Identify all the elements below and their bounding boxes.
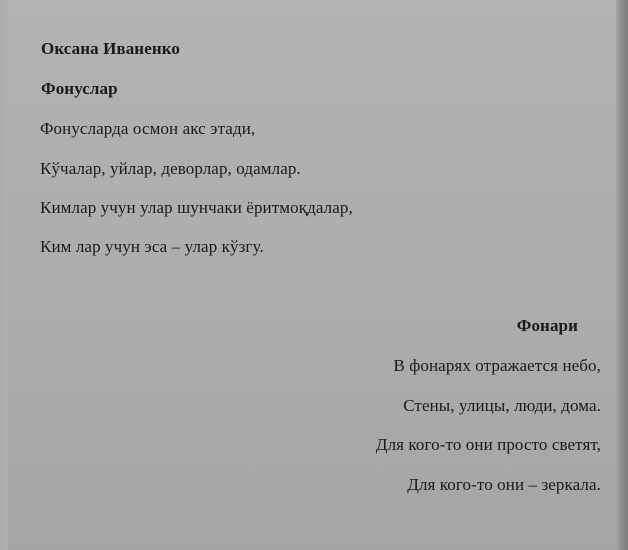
uzbek-poem-line-3: Кимлар учун улар шунчаки ёритмоқдалар,: [40, 198, 353, 217]
russian-poem-line-3: Для кого-то они просто светят,: [375, 435, 601, 454]
page-left-edge: [0, 0, 8, 550]
russian-poem-line-2: Стены, улицы, люди, дома.: [403, 396, 601, 415]
russian-poem-title: Фонари: [516, 316, 578, 335]
russian-poem-line-4: Для кого-то они – зеркала.: [407, 475, 601, 494]
author-name: Оксана Иваненко: [41, 39, 181, 58]
uzbek-poem-title: Фонуслар: [41, 79, 118, 98]
russian-poem-line-1: В фонарях отражается небо,: [393, 356, 601, 375]
uzbek-poem-line-1: Фонусларда осмон акс этади,: [40, 119, 256, 138]
uzbek-poem-line-2: Кўчалар, уйлар, деворлар, одамлар.: [40, 159, 301, 178]
uzbek-poem-line-4: Ким лар учун эса – улар кўзгу.: [40, 237, 264, 256]
page-right-shadow: [616, 0, 628, 550]
